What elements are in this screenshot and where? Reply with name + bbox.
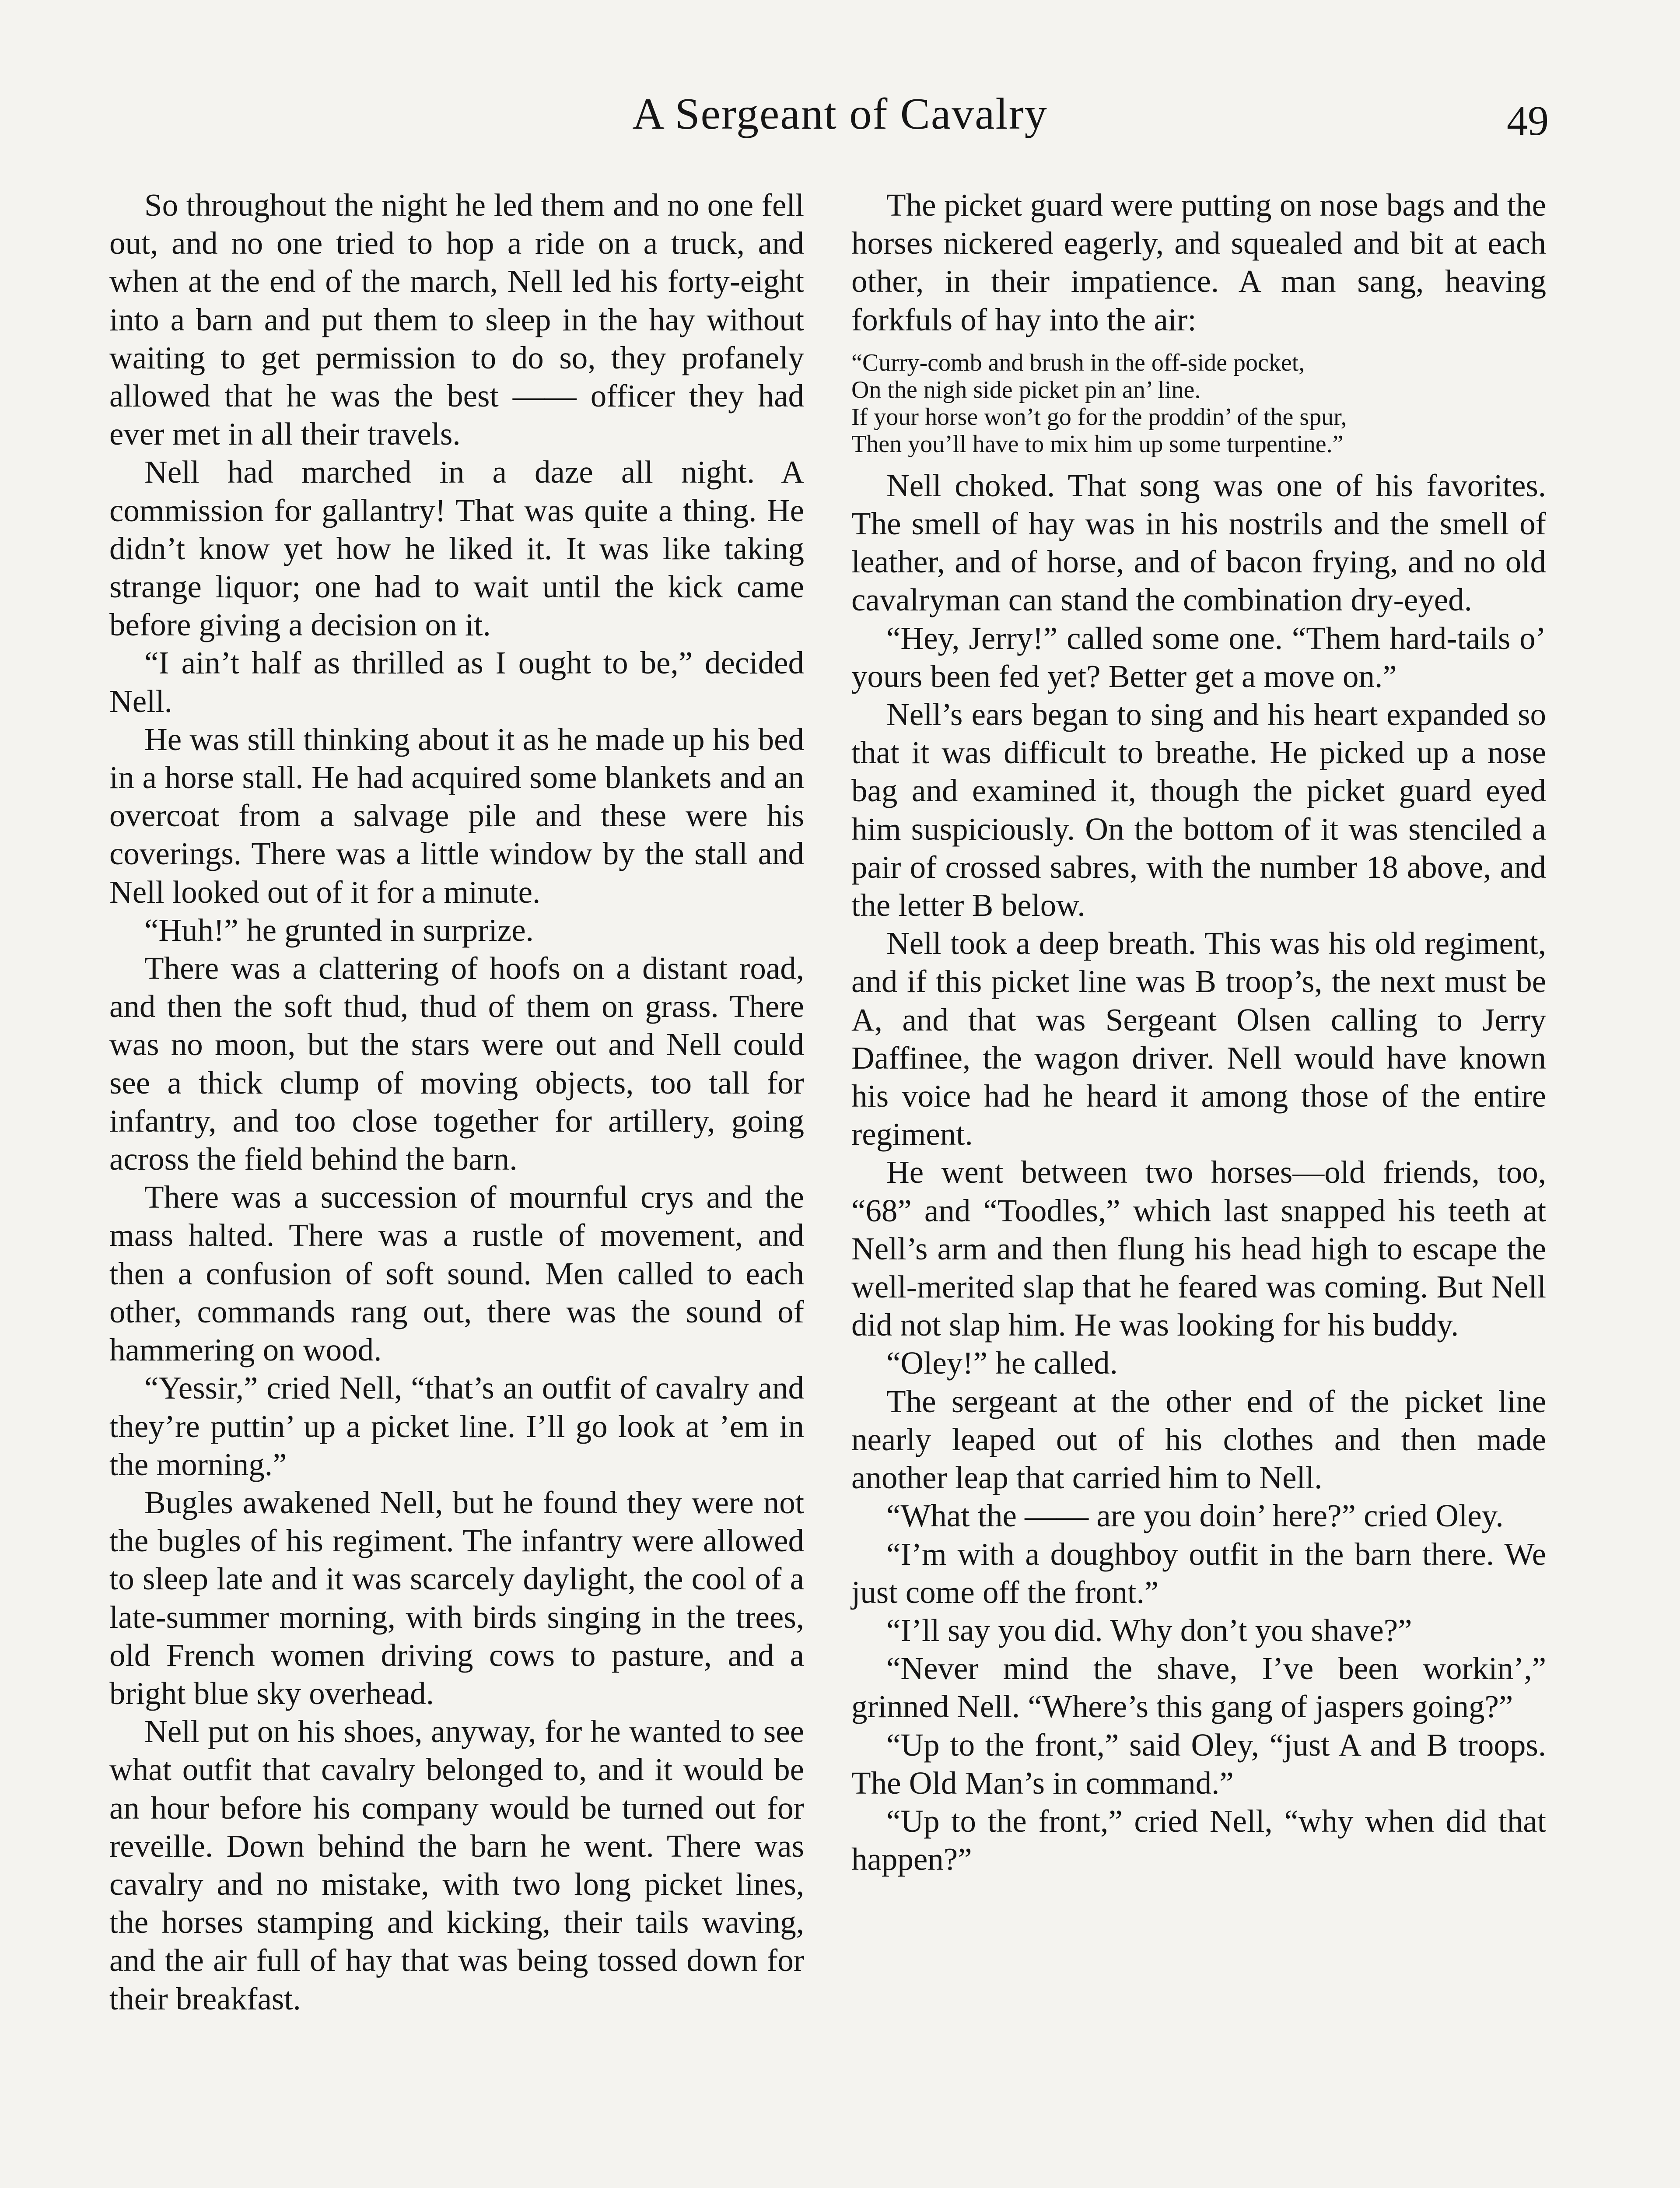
left-column — [109, 186, 804, 2018]
paragraph: The sergeant at the other end of the picket line nearly leaped out of his clothes and then made another leap that carried him to Nell. — [851, 1383, 1546, 1496]
right-column — [851, 186, 1546, 1878]
verse-line: Then you’ll have to mix him up some turpentine.” — [851, 430, 1344, 458]
paragraph: So throughout the night he led them and no one fell out, and no one tried to hop a ride on a truck, and when at the end of the march, Nell led his forty-eight into a barn and put them to sleep in the hay without waiting to get permission to do so, they profanely allowed that he was the best —— officer they had ever met in all their travels. — [109, 187, 804, 452]
paragraph: There was a succession of mournful crys and the mass halted. There was a rustle of movement, and then a confusion of soft sound. Men called to each other, commands rang out, there was the sound of hammering on wood. — [109, 1179, 804, 1368]
paragraph: “Up to the front,” said Oley, “just A and B troops. The Old Man’s in command.” — [851, 1727, 1546, 1801]
paragraph: “Huh!” he grunted in surprize. — [144, 912, 534, 948]
paragraph: The picket guard were putting on nose bags and the horses nickered eagerly, and squealed and bit at each other, in their impatience. A man sang, heaving forkfuls of hay into the air: — [851, 187, 1546, 337]
page-number: 49 — [1507, 97, 1549, 144]
paragraph: Nell choked. That song was one of his favorites. The smell of hay was in his nostrils and the smell of leather, and of horse, and of bacon frying, and no old cavalryman can stand the combination dry-eyed. — [851, 467, 1546, 618]
paragraph: Nell took a deep breath. This was his old regiment, and if this picket line was B troop’s, the next must be A, and that was Sergeant Olsen calling to Jerry Daffinee, the wagon driver. Nell would have known his voice had he heard it among those of the entire regiment. — [851, 926, 1546, 1152]
paragraph: Nell put on his shoes, anyway, for he wanted to see what outfit that cavalry belonged to, and it would be an hour before his company would be turned out for reveille. Down behind the barn he went. There was cavalry and no mistake, with two long picket lines, the horses stamping and kicking, their tails waving, and the air full of hay that was being tossed down for their breakfast. — [109, 1714, 804, 2016]
paragraph: “Never mind the shave, I’ve been workin’,” grinned Nell. “Where’s this gang of jaspers going?” — [851, 1651, 1546, 1725]
paragraph: Bugles awakened Nell, but he found they were not the bugles of his regiment. The infantry were allowed to sleep late and it was scarcely daylight, the cool of a late-summer morning, with birds singing in the trees, old French women driving cows to pasture, and a bright blue sky overhead. — [109, 1484, 804, 1711]
paragraph: “I’m with a doughboy outfit in the barn there. We just come off the front.” — [851, 1536, 1546, 1610]
paragraph: “Yessir,” cried Nell, “that’s an outfit of cavalry and they’re puttin’ up a picket line. I’ll go look at ’em in the morning.” — [109, 1370, 804, 1482]
paragraph: There was a clattering of hoofs on a distant road, and then the soft thud, thud of them on grass. There was no moon, but the stars were out and Nell could see a thick clump of moving objects, too tall for infantry, and too close together for artillery, going across the field behind the barn. — [109, 950, 804, 1177]
verse-line: On the nigh side picket pin an’ line. — [851, 376, 1201, 403]
song-verse — [851, 349, 1546, 458]
paragraph: Nell had marched in a daze all night. A commission for gallantry! That was quite a thing. He didn’t know yet how he liked it. It was like taking strange liquor; one had to wait until the kick came before giving a decision on it. — [109, 454, 804, 643]
verse-line: “Curry-comb and brush in the off-side pocket, — [851, 349, 1305, 376]
paragraph: “Hey, Jerry!” called some one. “Them hard-tails o’ yours been fed yet? Better get a move on.” — [851, 620, 1546, 694]
paragraph: “Up to the front,” cried Nell, “why when did that happen?” — [851, 1803, 1546, 1877]
paragraph: “I’ll say you did. Why don’t you shave?” — [886, 1612, 1412, 1648]
paragraph: He was still thinking about it as he made up his bed in a horse stall. He had acquired some blankets and an overcoat from a salvage pile and these were his coverings. There was a little window by the stall and Nell looked out of it for a minute. — [109, 721, 804, 910]
paragraph: “Oley!” he called. — [886, 1345, 1118, 1381]
paragraph: “What the —— are you doin’ here?” cried Oley. — [886, 1498, 1504, 1534]
paragraph: He went between two horses—old friends, too, “68” and “Toodles,” which last snapped his teeth at Nell’s arm and then flung his head high to escape the well-merited slap that he feared was coming. But Nell did not slap him. He was looking for his buddy. — [851, 1154, 1546, 1343]
paragraph: “I ain’t half as thrilled as I ought to be,” decided Nell. — [109, 645, 804, 719]
paragraph: Nell’s ears began to sing and his heart expanded so that it was difficult to breathe. He picked up a nose bag and examined it, though the picket guard eyed him suspiciously. On the bottom of it was stenciled a pair of crossed sabres, with the number 18 above, and the letter B below. — [851, 697, 1546, 923]
verse-line: If your horse won’t go for the proddin’ of the spur, — [851, 403, 1347, 431]
running-title: A Sergeant of Cavalry — [632, 89, 1048, 139]
